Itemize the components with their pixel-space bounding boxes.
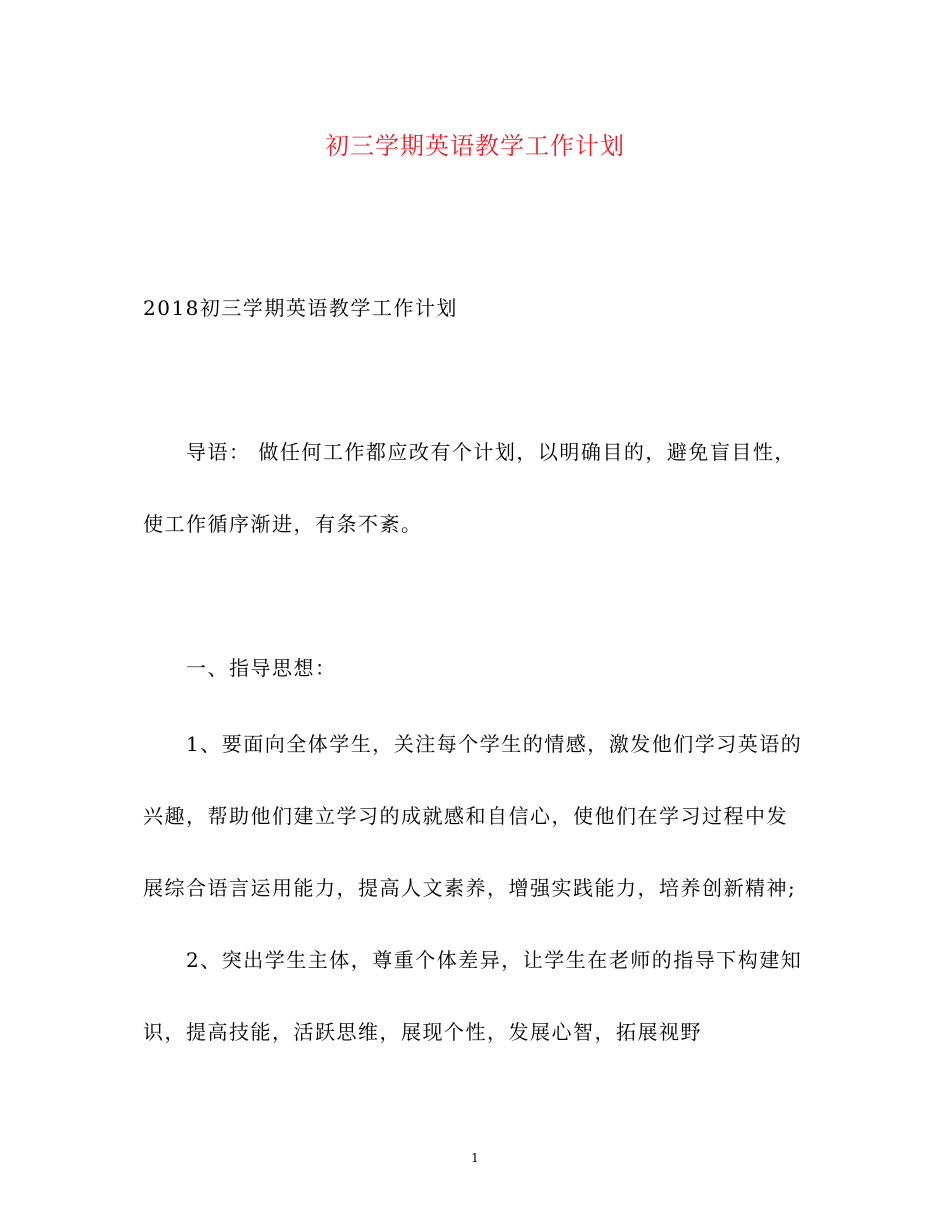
page-number: 1 bbox=[471, 1151, 479, 1165]
document-title: 初三学期英语教学工作计划 bbox=[325, 132, 625, 160]
intro-line-2: 使工作循序渐进，有条不紊。 bbox=[143, 512, 423, 536]
item1-line-2: 兴趣，帮助他们建立学习的成就感和自信心，使他们在学习过程中发 bbox=[143, 804, 788, 828]
item1-line-1: 1、要面向全体学生，关注每个学生的情感，激发他们学习英语的 bbox=[186, 732, 803, 756]
item1-line-3: 展综合语言运用能力，提高人文素养，增强实践能力，培养创新精神; bbox=[143, 876, 797, 900]
section-heading: 一、指导思想： bbox=[186, 656, 337, 680]
document-subtitle: 2018初三学期英语教学工作计划 bbox=[143, 296, 458, 320]
item2-line-2: 识，提高技能，活跃思维，展现个性，发展心智，拓展视野 bbox=[143, 1020, 702, 1044]
intro-line-1: 导语： 做任何工作都应改有个计划，以明确目的，避免盲目性， bbox=[186, 440, 796, 464]
item2-line-1: 2、突出学生主体，尊重个体差异，让学生在老师的指导下构建知 bbox=[186, 948, 803, 972]
